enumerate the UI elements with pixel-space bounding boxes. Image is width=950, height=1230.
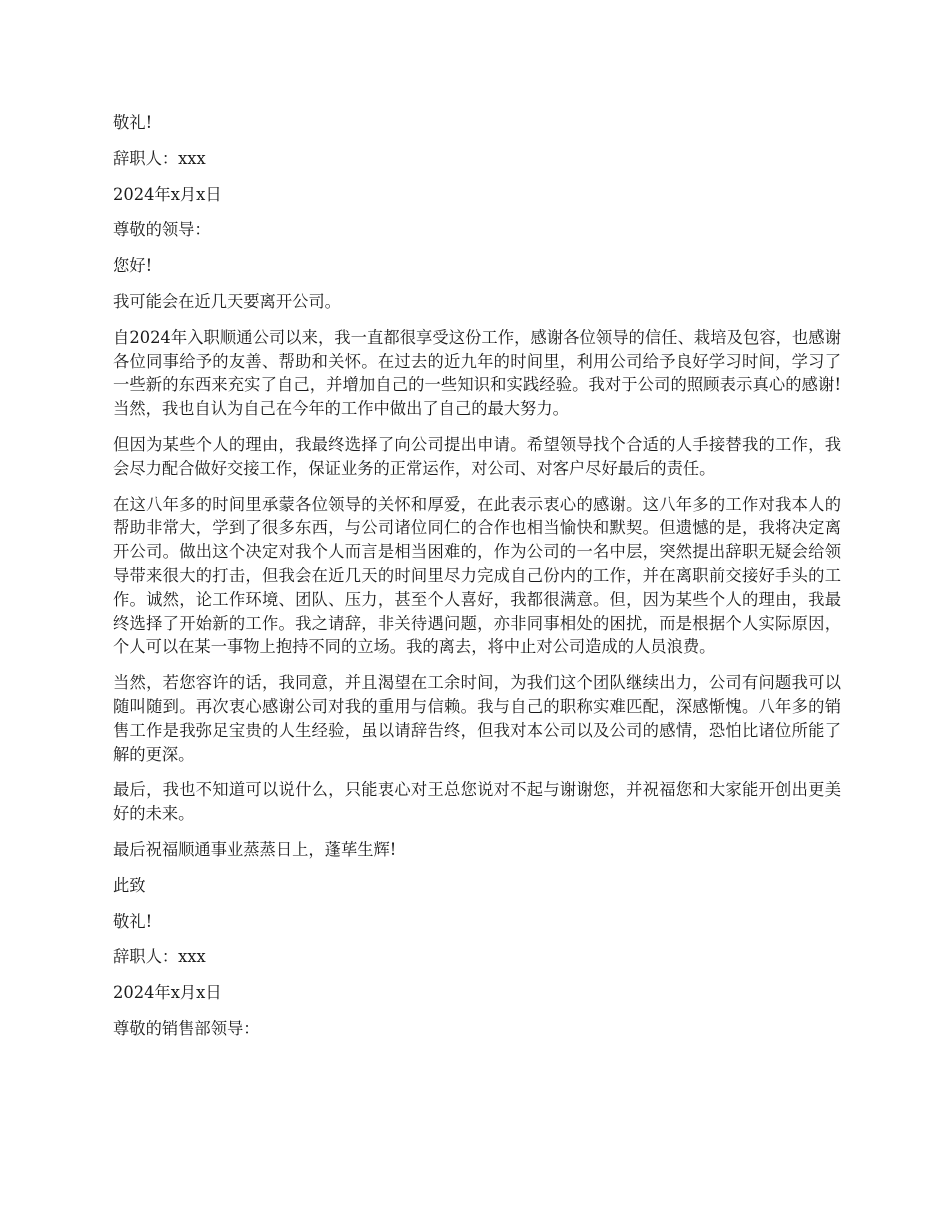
date-line: 2024年x月x日 (113, 983, 222, 1003)
body-paragraph: 在这八年多的时间里承蒙各位领导的关怀和厚爱，在此表示衷心的感谢。这八年多的工作对我本人的帮助非常大，学到了很多东西，与公司诸位同仁的合作也相当愉快和默契。但遗憾的是，我将决定离开公司。做出这个决定对我个人而言是相当困难的，作为公司的一名中层，突然提出辞职无疑会给领导带来很大的打击，但我会在近几天的时间里尽力完成自己份内的工作，并在离职前交接好手头的工作。诚然，论工作环境、团队、压力，甚至个人喜好，我都很满意。但，因为某些个人的理由，我最终选择了开始新的工作。我之请辞，非关待遇问题，亦非同事相处的困扰，而是根据个人实际原因，个人可以在某一事物上抱持不同的立场。我的离去，将中止对公司造成的人员浪费。 (113, 494, 841, 657)
signature-line: 辞职人：xxx (113, 148, 206, 168)
date-line: 2024年x月x日 (113, 184, 222, 204)
greeting: 您好! (113, 256, 153, 276)
body-paragraph: 自2024年入职顺通公司以来，我一直都很享受这份工作，感谢各位领导的信任、栽培及包容，也感谢各位同事给予的友善、帮助和关怀。在过去的近九年的时间里，利用公司给予良好学习时间，学习了一些新的东西来充实了自己，并增加自己的一些知识和实践经验。我对于公司的照顾表示真心的感谢!当然，我也自认为自己在今年的工作中做出了自己的最大努力。 (113, 327, 841, 419)
closing-salute: 敬礼! (113, 911, 153, 931)
body-paragraph: 最后祝福顺通事业蒸蒸日上，蓬荜生辉! (113, 839, 397, 859)
body-paragraph: 我可能会在近几天要离开公司。 (113, 291, 341, 311)
document-page (113, 111, 841, 1053)
closing-salute: 敬礼! (113, 113, 153, 132)
closing-phrase: 此致 (113, 875, 146, 895)
body-paragraph: 当然，若您容许的话，我同意，并且渴望在工余时间，为我们这个团队继续出力，公司有问题我可以随叫随到。再次衷心感谢公司对我的重用与信赖。我与自己的职称实难匹配，深感惭愧。八年多的销售工作是我弥足宝贵的人生经验，虽以请辞告终，但我对本公司以及公司的感情，恐怕比诸位所能了解的更深。 (113, 673, 841, 764)
salutation: 尊敬的领导： (113, 220, 211, 240)
salutation: 尊敬的销售部领导： (113, 1018, 260, 1038)
signature-line: 辞职人：xxx (113, 947, 206, 967)
body-paragraph: 但因为某些个人的理由，我最终选择了向公司提出申请。希望领导找个合适的人手接替我的工作，我会尽力配合做好交接工作，保证业务的正常运作，对公司、对客户尽好最后的责任。 (113, 434, 841, 478)
body-paragraph: 最后，我也不知道可以说什么，只能衷心对王总您说对不起与谢谢您，并祝福您和大家能开创出更美好的未来。 (113, 780, 841, 824)
